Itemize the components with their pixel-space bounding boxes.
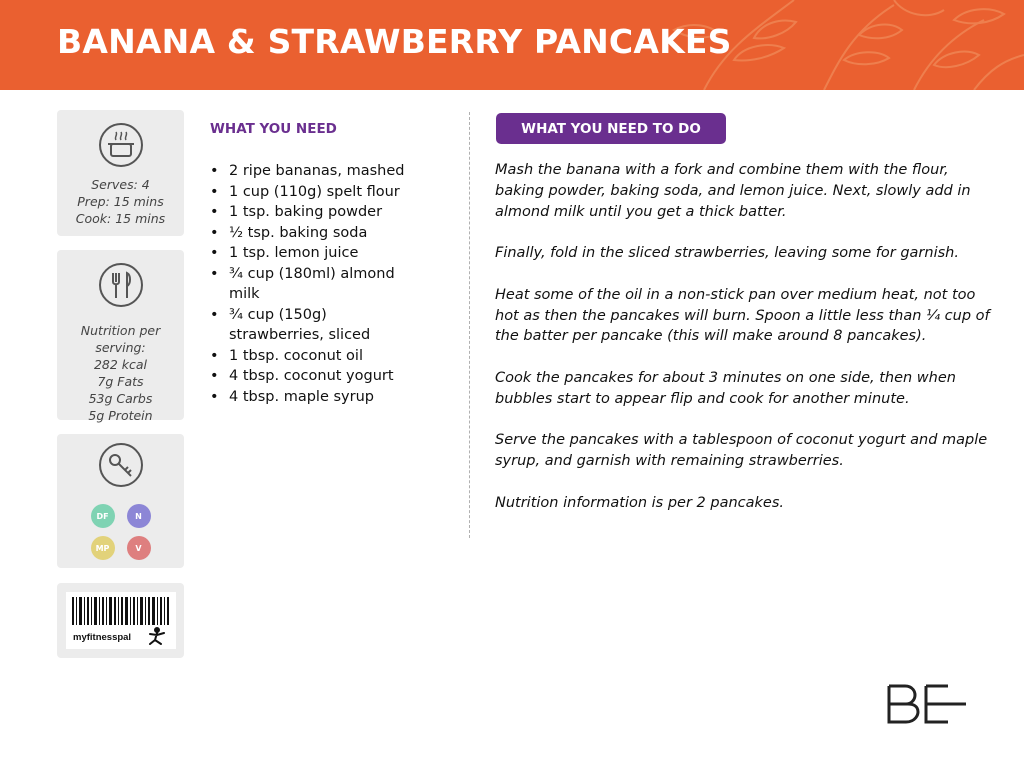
pot-icon [98, 122, 144, 168]
myfitnesspal-barcode[interactable] [66, 592, 176, 649]
badge-meal-prep: MP [91, 536, 115, 560]
nutrition-info: Nutrition per serving: 282 kcal 7g Fats 53g Carbs 5g Protein [80, 323, 161, 423]
ingredient-item: • ¾ cup (150g) strawberries, sliced [210, 305, 425, 346]
column-divider [469, 112, 470, 538]
ingredient-item: • 4 tbsp. maple syrup [210, 387, 425, 408]
method-step: Finally, fold in the sliced strawberries, leaving some for garnish. [495, 245, 959, 262]
method-step: Serve the pancakes with a tablespoon of coconut yogurt and maple syrup, and garnish with remaining strawberries. [495, 432, 988, 470]
ingredient-item: • 1 tsp. baking powder [210, 202, 425, 223]
ingredient-item: • ½ tsp. baking soda [210, 223, 425, 244]
dietary-key-card [57, 434, 184, 568]
badge-dairy-free: DF [91, 504, 115, 528]
ingredient-item: • ¾ cup (180ml) almond milk [210, 264, 425, 305]
recipe-title: BANANA & STRAWBERRY PANCAKES [57, 22, 732, 61]
ingredients-list [210, 161, 425, 407]
ingredient-item: • 1 cup (110g) spelt flour [210, 182, 425, 203]
servings-card [57, 110, 184, 236]
ingredient-item: • 2 ripe bananas, mashed [210, 161, 425, 182]
method-step: Mash the banana with a fork and combine them with the flour, baking powder, baking soda, and lemon juice. Next, slowly add in almond milk until you get a thick batter. [495, 162, 971, 220]
fork-knife-icon [98, 262, 144, 308]
ingredient-item: • 1 tsp. lemon juice [210, 243, 425, 264]
nutrition-card [57, 250, 184, 423]
method-steps [495, 160, 990, 534]
myfitnesspal-label: myfitnesspal [73, 632, 132, 643]
key-icon [98, 442, 144, 488]
badge-nuts: N [127, 504, 151, 528]
method-step: Nutrition information is per 2 pancakes. [495, 494, 784, 511]
ingredients-heading: WHAT YOU NEED [210, 121, 337, 137]
ingredient-item: • 4 tbsp. coconut yogurt [210, 366, 425, 387]
badge-vegan: V [127, 536, 151, 560]
ingredient-item: • 1 tbsp. coconut oil [210, 346, 425, 367]
method-step: Cook the pancakes for about 3 minutes on one side, then when bubbles start to appear flip and cook for another minute. [495, 369, 956, 407]
servings-info: Serves: 4 Prep: 15 mins Cook: 15 mins [75, 177, 166, 226]
method-step: Heat some of the oil in a non-stick pan over medium heat, not too hot as then the pancakes will burn. Spoon a little less than ¼ cup of the batter per pancake (this will make around 8 pancakes). [495, 286, 990, 345]
dietary-badges [57, 504, 184, 560]
method-heading: WHAT YOU NEED TO DO [496, 113, 726, 144]
be-logo-icon [886, 684, 968, 724]
header-banner [0, 0, 1024, 90]
barcode-card [57, 583, 184, 658]
